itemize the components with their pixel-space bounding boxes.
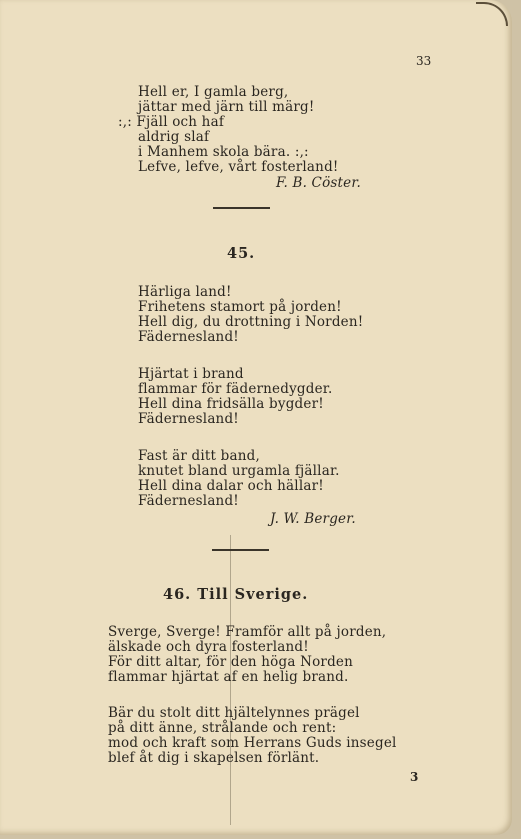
poem-line: Hell dig, du drottning i Norden! xyxy=(138,314,364,330)
section-divider xyxy=(212,549,269,551)
poem-line: Fädernesland! xyxy=(138,493,239,509)
poem-line: älskade och dyra fosterland! xyxy=(108,639,309,655)
page-corner xyxy=(476,2,508,26)
poem-line: Frihetens stamort på jorden! xyxy=(138,299,342,315)
poem-line: aldrig slaf xyxy=(138,129,210,145)
poem-line: på ditt änne, strålande och rent: xyxy=(108,720,337,736)
poem-line: mod och kraft som Herrans Guds insegel xyxy=(108,735,397,751)
section-divider xyxy=(213,207,270,209)
poem-line: i Manhem skola bära. :,: xyxy=(138,144,309,160)
poem-line: Hell dina fridsälla bygder! xyxy=(138,396,324,412)
poem-line: Hell dina dalar och hällar! xyxy=(138,478,324,494)
signature-mark: 3 xyxy=(410,770,419,784)
poem-line: Sverge, Sverge! Framför allt på jorden, xyxy=(108,624,387,640)
poem-line: flammar hjärtat af en helig brand. xyxy=(108,669,349,685)
poem-line: knutet bland urgamla fjällar. xyxy=(138,463,340,479)
poem-number: 45. xyxy=(227,245,256,262)
poem-line: Hell er, I gamla berg, xyxy=(138,84,289,100)
poem-heading: 46. Till Sverige. xyxy=(163,586,309,603)
poem-line: Bär du stolt ditt hjältelynnes prägel xyxy=(108,705,360,721)
poem-line: flammar för fädernedygder. xyxy=(138,381,333,397)
author-attribution: F. B. Cöster. xyxy=(276,175,362,191)
poem-line: Hjärtat i brand xyxy=(138,366,244,382)
poem-line: Härliga land! xyxy=(138,284,232,300)
poem-line: :,: Fjäll och haf xyxy=(118,114,225,130)
poem-line: Lefve, lefve, vårt fosterland! xyxy=(138,159,339,175)
poem-line: Fädernesland! xyxy=(138,411,239,427)
poem-line: jättar med järn till märg! xyxy=(138,99,315,115)
poem-line: Fast är ditt band, xyxy=(138,448,260,464)
poem-line: blef åt dig i skapelsen förlänt. xyxy=(108,750,320,766)
author-attribution: J. W. Berger. xyxy=(270,511,356,527)
poem-line: Fädernesland! xyxy=(138,329,239,345)
page-number: 33 xyxy=(416,54,432,68)
poem-line: För ditt altar, för den höga Norden xyxy=(108,654,354,670)
